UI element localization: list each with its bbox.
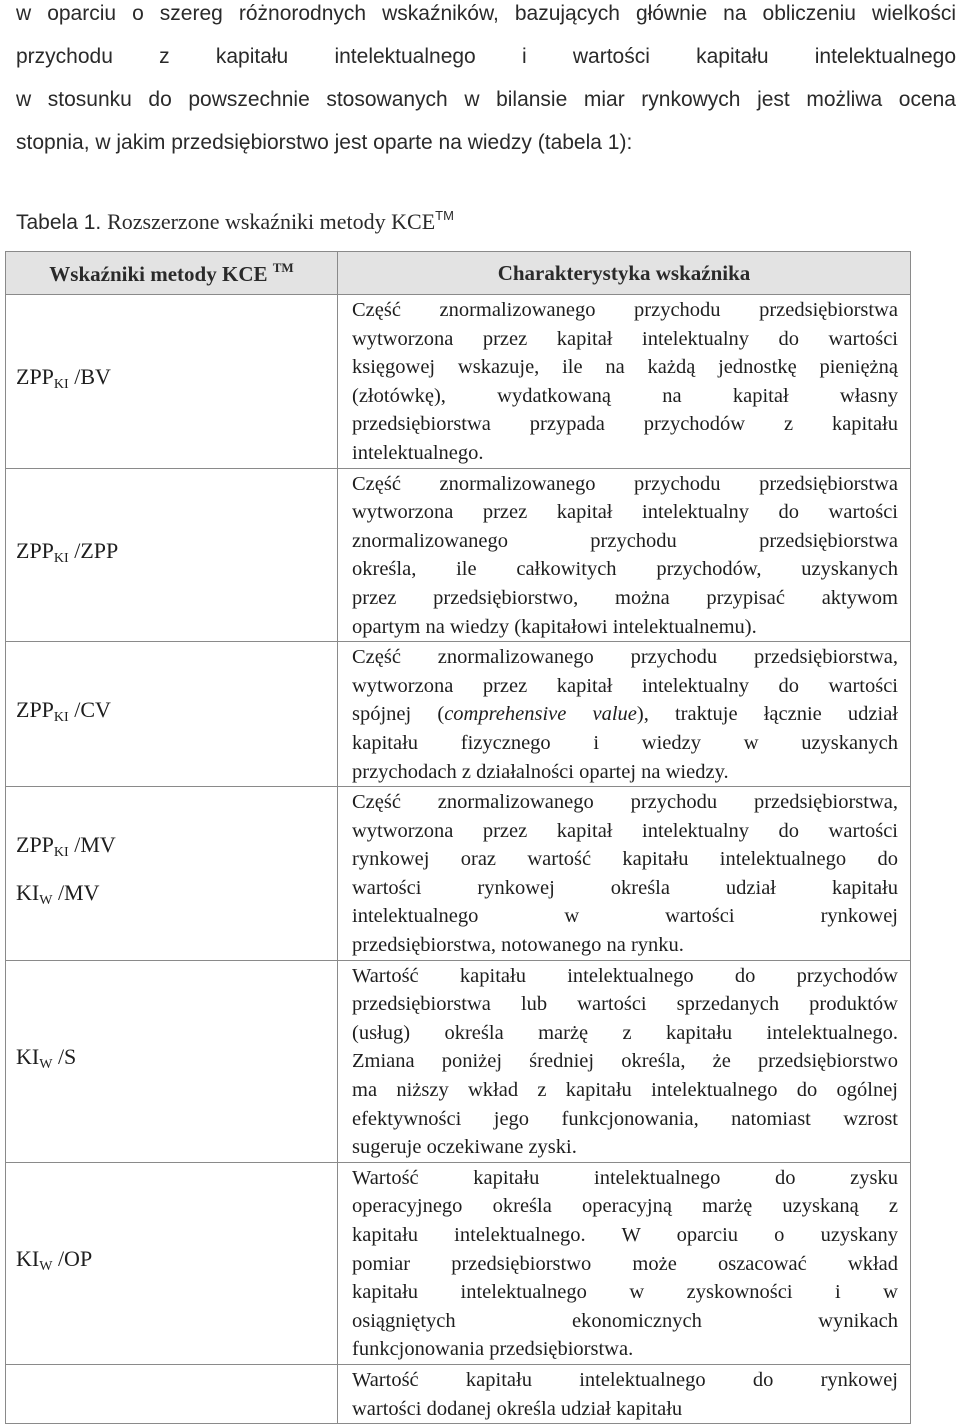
table-row	[6, 468, 911, 642]
description-line: przez przedsiębiorstwo, można przypisać aktywom	[352, 586, 898, 609]
table-header-row	[6, 252, 911, 295]
description-line: wytworzona przez kapitał intelektualny do wartości	[352, 327, 898, 350]
indicator-cell	[6, 787, 338, 961]
description-line: kapitału fizycznego i wiedzy w uzyskanych	[352, 731, 898, 754]
description-cell	[338, 960, 911, 1162]
description-line: znormalizowanego przychodu przedsiębiorstwa	[352, 529, 898, 552]
description-line: pomiar przedsiębiorstwo może oszacować wkład	[352, 1252, 898, 1275]
intro-line: w oparciu o szereg różnorodnych wskaźników, bazujących głównie na obliczeniu wielkości	[16, 2, 956, 25]
description-cell	[338, 1364, 911, 1423]
description-line: ma niższy wkład z kapitału intelektualnego do ogólnej	[352, 1079, 898, 1102]
indicator-formula: $ZPP_{KI}$ /ZPP	[16, 537, 119, 566]
description-line: funkcjonowania przedsiębiorstwa.	[352, 1338, 634, 1361]
description-line: wartości dodanej określa udział kapitału	[352, 1397, 683, 1420]
description-line: wartości rynkowej określa udział kapitału	[352, 876, 898, 899]
table-row	[6, 1364, 911, 1423]
description-cell	[338, 642, 911, 787]
table-caption-label: Tabela 1.	[16, 211, 102, 234]
description-line: rynkowej oraz wartość kapitału intelektualnego do	[352, 848, 898, 871]
intro-line: stopnia, w jakim przedsiębiorstwo jest oparte na wiedzy (tabela 1):	[16, 131, 633, 154]
trademark-sup: TM	[272, 259, 294, 275]
table-caption-title: Rozszerzone wskaźniki metody KCE	[107, 209, 436, 234]
description-line: osiągniętych ekonomicznych wynikach	[352, 1309, 898, 1332]
description-line: kapitału intelektualnego w zyskowności i w	[352, 1281, 898, 1304]
description-cell	[338, 1162, 911, 1364]
description-line: określa, ile całkowitych przychodów, uzyskanych	[352, 558, 898, 581]
description-line: (usług) określa marżę z kapitału intelektualnego.	[352, 1021, 898, 1044]
indicator-formula: $KI_W$ /OP	[16, 1246, 93, 1275]
description-line: Część znormalizowanego przychodu przedsiębiorstwa	[352, 299, 898, 321]
description-line: Część znormalizowanego przychodu przedsiębiorstwa,	[352, 646, 898, 669]
indicator-formula: $KI_W$ /MV	[16, 880, 100, 909]
description-line: przedsiębiorstwa lub wartości sprzedanych produktów	[352, 993, 898, 1016]
description-line: Wartość kapitału intelektualnego do przychodów	[352, 964, 898, 987]
indicator-formula: $ZPP_{KI}$ /BV	[16, 364, 111, 393]
kce-indicators-table	[5, 251, 911, 1424]
description-line: przychodach z działalności opartej na wiedzy.	[352, 760, 729, 783]
indicator-cell	[6, 468, 338, 642]
table-row	[6, 787, 911, 961]
description-line: spójnej (comprehensive value), traktuje łącznie udział	[352, 703, 898, 726]
description-line: Część znormalizowanego przychodu przedsiębiorstwa,	[352, 791, 898, 814]
intro-line: przychodu z kapitału intelektualnego i wartości kapitału intelektualnego	[16, 45, 956, 68]
table-row	[6, 295, 911, 469]
description-line: efektywności jego funkcjonowania, natomiast wzrost	[352, 1107, 898, 1130]
header-characteristics: Charakterystyka wskaźnika	[338, 252, 911, 295]
indicator-cell	[6, 1364, 338, 1423]
description-line: Wartość kapitału intelektualnego do rynkowej	[352, 1368, 898, 1391]
description-line: Wartość kapitału intelektualnego do zysku	[352, 1166, 898, 1189]
description-line: wytworzona przez kapitał intelektualny do wartości	[352, 501, 898, 524]
description-line: przedsiębiorstwa przypada przychodów z kapitału	[352, 413, 898, 436]
description-line: księgowej wskazuje, ile na każdą jednostkę pieniężną	[352, 356, 898, 379]
description-line: (złotówkę), wydatkowaną na kapitał własny	[352, 384, 898, 407]
indicator-cell	[6, 1162, 338, 1364]
indicator-cell	[6, 642, 338, 787]
description-line: intelektualnego.	[352, 441, 484, 464]
description-line: Zmiana poniżej średniej określa, że przedsiębiorstwo	[352, 1050, 898, 1073]
description-line: wytworzona przez kapitał intelektualny do wartości	[352, 674, 898, 697]
description-line: Część znormalizowanego przychodu przedsiębiorstwa	[352, 472, 898, 495]
indicator-formula: $ZPP_{KI}$ /MV	[16, 832, 116, 861]
table-body	[6, 295, 911, 1424]
intro-line: w stosunku do powszechnie stosowanych w bilansie miar rynkowych jest możliwa ocena	[16, 88, 956, 111]
table-row	[6, 642, 911, 787]
intro-paragraph	[16, 0, 956, 164]
table-row	[6, 960, 911, 1162]
description-cell	[338, 468, 911, 642]
table-row	[6, 1162, 911, 1364]
description-line: opartym na wiedzy (kapitałowi intelektualnemu).	[352, 615, 757, 638]
description-line: przedsiębiorstwa, notowanego na rynku.	[352, 934, 684, 957]
description-cell	[338, 787, 911, 961]
table-caption	[16, 208, 454, 235]
description-line: kapitału intelektualnego. W oparciu o uzyskany	[352, 1224, 898, 1246]
indicator-cell	[6, 960, 338, 1162]
description-line: wytworzona przez kapitał intelektualny do wartości	[352, 819, 898, 842]
header-indicators: Wskaźniki metody KCE ™	[6, 252, 338, 295]
description-cell	[338, 295, 911, 469]
description-line: operacyjnego określa operacyjną marżę uzyskaną z	[352, 1195, 898, 1218]
indicator-formula: $ZPP_{KI}$ /CV	[16, 697, 111, 726]
description-line: intelektualnego w wartości rynkowej	[352, 905, 898, 928]
indicator-formula: $KI_W$ /S	[16, 1044, 77, 1073]
description-line: sugeruje oczekiwane zyski.	[352, 1136, 577, 1159]
trademark-sup: TM	[435, 208, 454, 223]
indicator-cell	[6, 295, 338, 469]
